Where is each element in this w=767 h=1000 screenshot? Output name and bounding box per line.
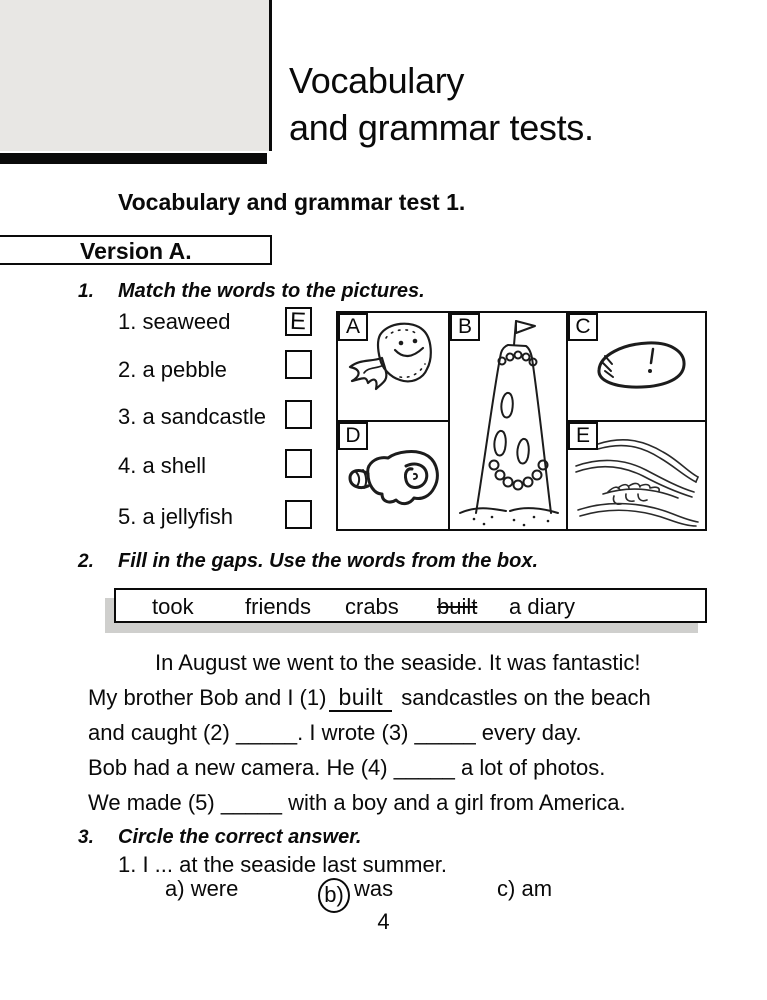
picture-letter-b: B: [450, 313, 480, 341]
version-box: [0, 235, 272, 265]
match-item-label: 5. a jellyfish: [118, 504, 233, 529]
page-title-line1: Vocabulary: [289, 60, 465, 101]
picture-letter-e: E: [568, 422, 598, 450]
option-a-key: a): [165, 876, 185, 901]
handwritten-answer: E: [290, 307, 307, 335]
match-item-label: 4. a shell: [118, 453, 207, 478]
exercise-2-number: 2.: [78, 551, 94, 572]
header-gray-box: [0, 0, 272, 151]
word-box: [114, 588, 707, 623]
option-b-key: b): [324, 882, 344, 907]
answer-circle: [318, 878, 350, 913]
answer-box-4: [285, 449, 312, 478]
option-a: [165, 876, 238, 902]
match-item-label: 3. a sandcastle: [118, 404, 266, 429]
picture-cell-d: [338, 422, 450, 529]
line2-post: sandcastles on the beach: [401, 685, 651, 710]
page-title: [289, 57, 594, 151]
question-1: 1. I ... at the seaside last summer.: [118, 852, 447, 877]
picture-cell-c: [568, 313, 705, 422]
exercise-3-number: 3.: [78, 827, 94, 848]
paragraph-line: Bob had a new camera. He (4) _____ a lot of photos.: [88, 755, 606, 780]
version-label: Version A.: [80, 238, 192, 264]
option-c-key: c): [497, 876, 516, 901]
paragraph-line: and caught (2) _____. I wrote (3) _____ every day.: [88, 720, 582, 745]
answer-box-1: [285, 307, 312, 336]
word-box-word: friends: [245, 594, 312, 619]
exercise-2-instruction: Fill in the gaps. Use the words from the box.: [118, 550, 539, 572]
handwritten-gap-answer: built: [329, 684, 392, 712]
test-subtitle: Vocabulary and grammar test 1.: [118, 189, 466, 215]
exercise-1-number: 1.: [78, 281, 94, 302]
paragraph-line: [88, 680, 748, 715]
word-box-word: a diary: [509, 594, 576, 619]
word-box-word: crabs: [345, 594, 399, 619]
picture-letter-c: C: [568, 313, 598, 341]
sandcastle-drawing: [450, 313, 566, 529]
answer-box-2: [285, 350, 312, 379]
option-c: [497, 876, 552, 902]
option-a-text: were: [190, 876, 239, 901]
exercise-3-instruction: Circle the correct answer.: [118, 826, 362, 848]
header-shadow-bar: [0, 153, 267, 164]
picture-cell-b: [450, 313, 568, 529]
paragraph-line: In August we went to the seaside. It was fantastic!: [155, 650, 641, 675]
picture-cell-a: [338, 313, 450, 422]
exercise-1-instruction: Match the words to the pictures.: [118, 280, 425, 302]
picture-letter-d: D: [338, 422, 368, 450]
option-b-text: was: [354, 876, 394, 901]
picture-letter-a: A: [338, 313, 368, 341]
word-box-word: took: [152, 594, 194, 619]
page-title-line2: and grammar tests.: [289, 107, 594, 148]
gap-fill-paragraph: [88, 645, 748, 820]
picture-cell-e: [568, 422, 705, 529]
line2-pre: My brother Bob and I (1): [88, 685, 327, 710]
answer-box-5: [285, 500, 312, 529]
match-item-label: 2. a pebble: [118, 357, 227, 382]
page-number: 4: [377, 909, 390, 934]
picture-grid: [336, 311, 707, 531]
option-c-text: am: [521, 876, 553, 901]
paragraph-line: We made (5) _____ with a boy and a girl from America.: [88, 790, 626, 815]
word-box-word-struck: built: [437, 594, 478, 619]
match-item-label: 1. seaweed: [118, 309, 231, 334]
option-b: [318, 876, 393, 913]
answer-box-3: [285, 400, 312, 429]
